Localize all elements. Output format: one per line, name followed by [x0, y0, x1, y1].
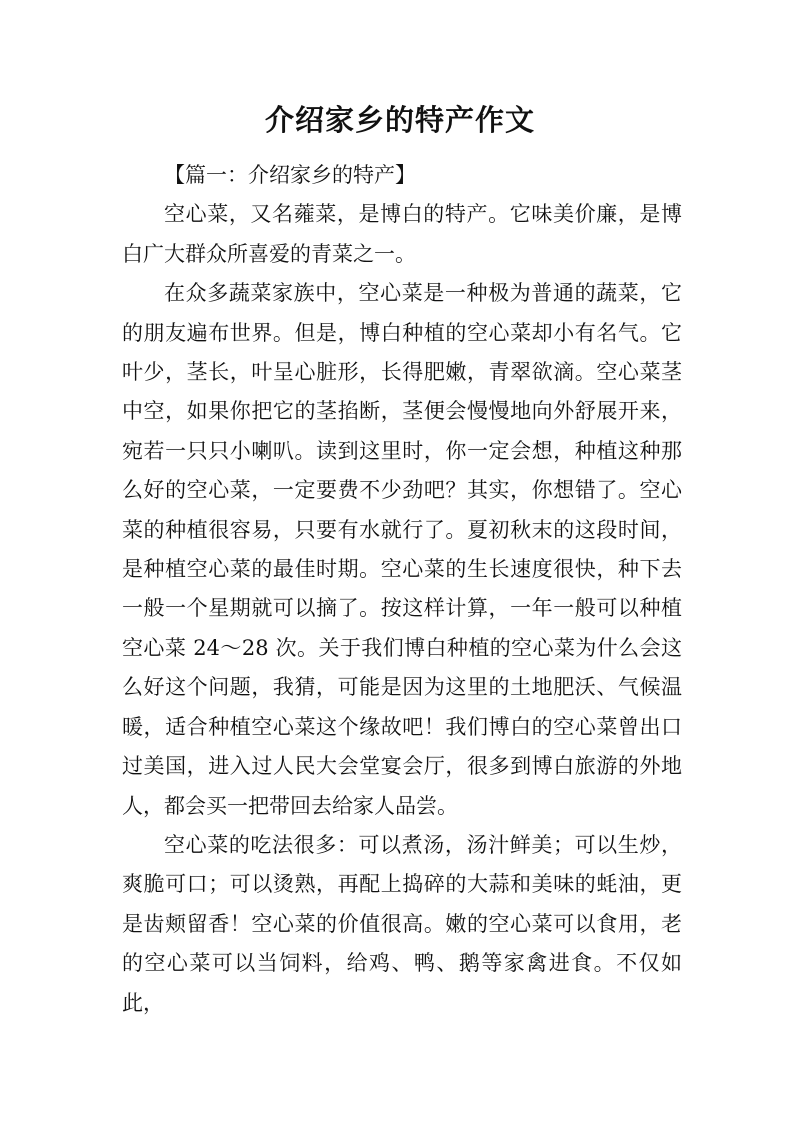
paragraph-cultivation: 在众多蔬菜家族中，空心菜是一种极为普通的蔬菜，它的朋友遍布世界。但是，博白种植的空心菜却小有名气。它叶少，茎长，叶呈心脏形，长得肥嫩，青翠欲滴。空心菜茎中空，如果你把它的茎掐断，茎便会慢慢地向外舒展开来，宛若一只只小喇叭。读到这里时，你一定会想，种植这种那么好的空心菜，一定要费不少劲吧？其实，你想错了。空心菜的种植很容易，只要有水就行了。夏初秋末的这段时间，是种植空心菜的最佳时期。空心菜的生长速度很快，种下去一般一个星期就可以摘了。按这样计算，一年一般可以种植空心菜 24～28 次。关于我们博白种植的空心菜为什么会这么好这个问题，我猜，可能是因为这里的土地肥沃、气候温暖，适合种植空心菜这个缘故吧！我们博白的空心菜曾出口过美国，进入过人民大会堂宴会厅，很多到博白旅游的外地人，都会买一把带回去给家人品尝。 — [122, 281, 682, 818]
document-title: 介绍家乡的特产作文 — [264, 103, 535, 137]
document-body — [122, 156, 682, 1023]
paragraph-intro: 空心菜，又名蕹菜，是博白的特产。它味美价廉，是博白广大群众所喜爱的青菜之一。 — [122, 202, 682, 266]
section-heading: 【篇一：介绍家乡的特产】 — [164, 163, 416, 187]
paragraph-uses: 空心菜的吃法很多：可以煮汤，汤汁鲜美；可以生炒，爽脆可口；可以烫熟，再配上捣碎的大蒜和美味的蚝油，更是齿颊留香！空心菜的价值很高。嫩的空心菜可以食用，老的空心菜可以当饲料，给鸡、鸭、鹅等家禽进食。不仅如此， — [122, 832, 682, 1015]
